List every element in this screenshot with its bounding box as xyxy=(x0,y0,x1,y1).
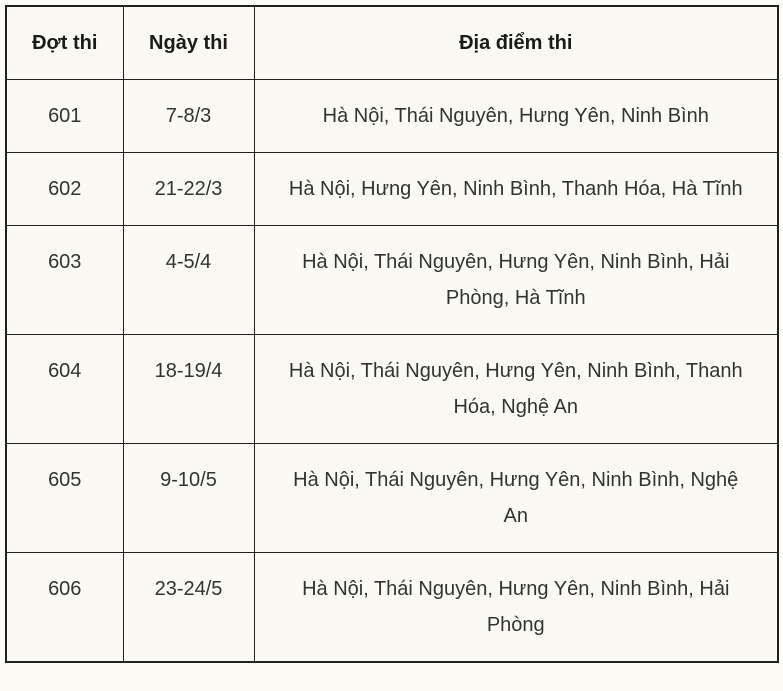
exam-location-cell: Hà Nội, Hưng Yên, Ninh Bình, Thanh Hóa, Hà Tĩnh xyxy=(254,153,778,226)
exam-location-cell: Hà Nội, Thái Nguyên, Hưng Yên, Ninh Bình, Hải Phòng, Hà Tĩnh xyxy=(254,226,778,335)
header-row xyxy=(6,6,778,80)
exam-round-cell: 605 xyxy=(6,444,123,553)
table-row xyxy=(6,80,778,153)
table-row xyxy=(6,226,778,335)
exam-round-cell: 601 xyxy=(6,80,123,153)
exam-round-cell: 606 xyxy=(6,553,123,663)
col-header-exam-date: Ngày thi xyxy=(123,6,254,80)
exam-location-cell: Hà Nội, Thái Nguyên, Hưng Yên, Ninh Bình xyxy=(254,80,778,153)
exam-round-cell: 603 xyxy=(6,226,123,335)
exam-location-cell: Hà Nội, Thái Nguyên, Hưng Yên, Ninh Bình, Hải Phòng xyxy=(254,553,778,663)
table-row xyxy=(6,444,778,553)
exam-date-cell: 21-22/3 xyxy=(123,153,254,226)
col-header-exam-location: Địa điểm thi xyxy=(254,6,778,80)
exam-date-cell: 18-19/4 xyxy=(123,335,254,444)
exam-schedule-table xyxy=(5,5,779,663)
table-body xyxy=(6,80,778,663)
exam-round-cell: 602 xyxy=(6,153,123,226)
col-header-exam-round: Đợt thi xyxy=(6,6,123,80)
exam-location-cell: Hà Nội, Thái Nguyên, Hưng Yên, Ninh Bình, Thanh Hóa, Nghệ An xyxy=(254,335,778,444)
table-row xyxy=(6,335,778,444)
exam-date-cell: 23-24/5 xyxy=(123,553,254,663)
exam-round-cell: 604 xyxy=(6,335,123,444)
exam-date-cell: 4-5/4 xyxy=(123,226,254,335)
table-row xyxy=(6,553,778,663)
exam-date-cell: 9-10/5 xyxy=(123,444,254,553)
exam-location-cell: Hà Nội, Thái Nguyên, Hưng Yên, Ninh Bình, Nghệ An xyxy=(254,444,778,553)
table-row xyxy=(6,153,778,226)
exam-date-cell: 7-8/3 xyxy=(123,80,254,153)
